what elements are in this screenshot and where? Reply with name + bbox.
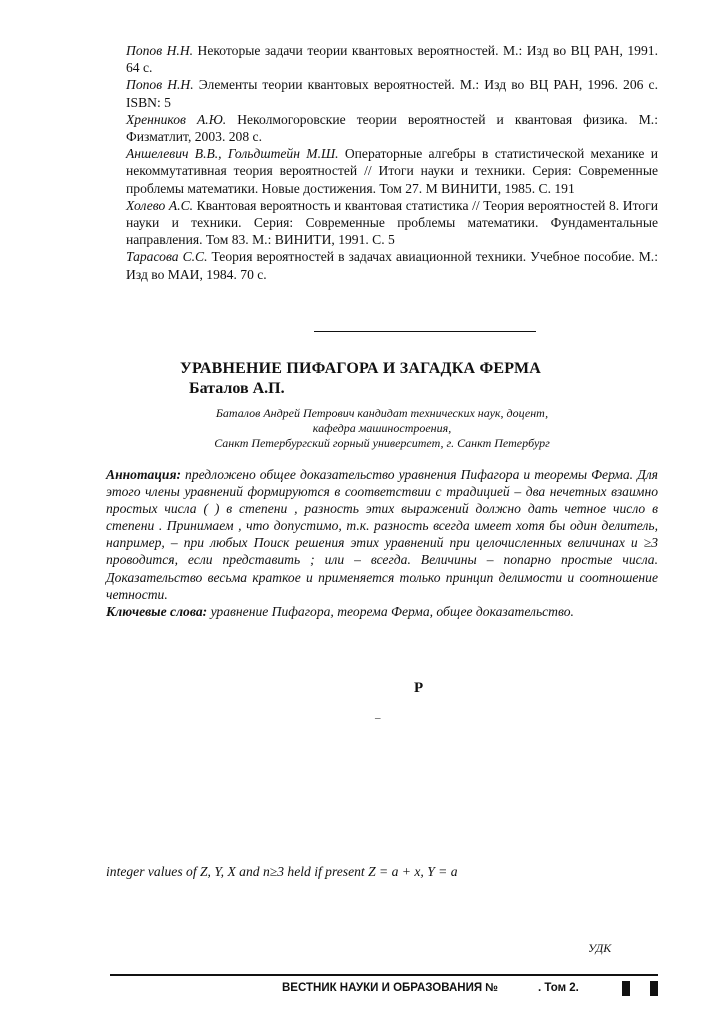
footer-journal-title: ВЕСТНИК НАУКИ И ОБРАЗОВАНИЯ № — [282, 982, 499, 994]
abstract-text: предложено общее доказательство уравнения Пифагора и теоремы Ферма. Для этого члены уравнений формируются в соответствии с традицией – два нечетных взаимно простых числа ( ) в степени , разность этих выражений должно дать четное число в степени . Принимаем , что допустимо, т.к. разность всегда имеет хотя бы один делитель, например, – при любых Поиск решения этих уравнений при целочисленных величинах и ≥3 проводится, если представить ; или – всегда. Величины – попарно простые числа. Доказательство весьма краткое и применяется только принцип делимости и соотношение четности. — [106, 467, 658, 602]
reference-item — [126, 76, 658, 110]
reference-author: Холево А.С. — [126, 197, 194, 213]
reference-text: Элементы теории квантовых вероятностей. М.: Изд во ВЦ РАН, 1996. 206 с. ISBN: 5 — [126, 77, 658, 110]
keywords-text: уравнение Пифагора, теорема Ферма, общее доказательство. — [207, 603, 574, 619]
section-heading: P — [414, 680, 424, 696]
footer-volume: . Том 2. — [538, 982, 579, 994]
reference-text: Теория вероятностей в задачах авиационной техники. Учебное пособие. М.: Изд во МАИ, 1984. 70 с. — [126, 249, 658, 282]
reference-item — [126, 111, 658, 145]
reference-author: Попов Н.Н. — [126, 77, 194, 93]
reference-text: Некоторые задачи теории квантовых вероятностей. М.: Изд во ВЦ РАН, 1991. 64 с. — [126, 43, 658, 76]
reference-author: Тарасова С.С. — [126, 249, 208, 265]
reference-author: Попов Н.Н. — [126, 43, 194, 58]
reference-text: Неколмогоровские теории вероятностей и квантовая физика. М.: Физматлит, 2003. 208 с. — [126, 111, 658, 145]
reference-text: Квантовая вероятность и квантовая статистика // Теория вероятностей 8. Итоги науки и техники. Серия: Современные проблемы математики. Фундаментальные направления. Том 83. М.: ВИНИТИ, 1991. С. 5 — [126, 197, 658, 248]
reference-item — [126, 145, 658, 197]
author-affiliation-line: кафедра машиностроения, — [312, 421, 452, 435]
footer-rule — [110, 974, 658, 976]
section-divider — [314, 331, 536, 332]
reference-item — [126, 197, 658, 249]
udk-label: УДК — [588, 941, 612, 955]
footer-square-mark — [650, 981, 658, 996]
english-abstract-line: integer values of Z, Y, X and n≥3 held if present Z = a + x, Y = a — [106, 864, 458, 879]
footer-square-mark — [622, 981, 630, 996]
reference-item — [126, 248, 658, 282]
reference-author: Хренников А.Ю. — [126, 111, 227, 127]
dash-mark: – — [375, 712, 381, 724]
author-affiliation-line: Баталов Андрей Петрович кандидат технических наук, доцент, — [215, 406, 549, 420]
reference-list — [126, 42, 658, 283]
abstract-paragraph — [106, 466, 658, 603]
article-title: УРАВНЕНИЕ ПИФАГОРА И ЗАГАДКА ФЕРМА — [180, 360, 542, 377]
abstract-block — [106, 466, 658, 620]
abstract-label: Аннотация: — [106, 467, 181, 482]
reference-author: Аншелевич В.В., Гольдштейн М.Ш. — [126, 146, 339, 162]
author-affiliation-line: Санкт Петербургский горный университет, г. Санкт Петербург — [214, 436, 550, 450]
keywords-label: Ключевые слова: — [106, 603, 208, 619]
reference-item — [126, 42, 658, 76]
reference-text: Операторные алгебры в статистической механике и некоммутативная теория вероятностей // Итоги науки и техники. Серия: Современные проблемы математики. Новые достижения. Том 27. М ВИНИТИ, 1985. С. 191 — [126, 146, 659, 196]
keywords-paragraph — [106, 603, 658, 620]
article-author: Баталов А.П. — [189, 380, 285, 397]
